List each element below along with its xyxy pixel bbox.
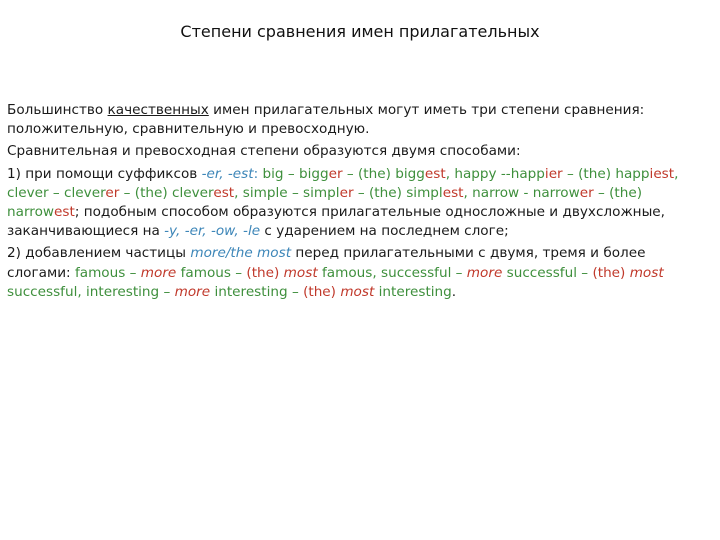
word-the: (the) xyxy=(246,264,280,281)
suffix-est: est xyxy=(213,184,235,201)
suffix-iest: iest xyxy=(649,165,675,182)
final-period: . xyxy=(451,283,457,300)
suffix-list: -er, -est xyxy=(201,165,254,182)
suffix-rule-text: ; подобным способом образуются прилагательные односложные и двухсложные, заканчивающиеся на xyxy=(7,204,665,240)
example-successful: famous, successful – xyxy=(317,264,467,281)
word-more: more xyxy=(174,283,211,300)
example-successful-2: successful – xyxy=(502,264,593,281)
example-simple: , simple – simpl xyxy=(234,184,340,201)
paragraph-methods: Сравнительная и превосходная степени образуются двумя способами: xyxy=(7,143,521,160)
slide-title: Степени сравнения имен прилагательных xyxy=(180,22,540,41)
word-the: (the) xyxy=(592,264,626,281)
intro-text-a: Большинство xyxy=(7,102,108,118)
example-the-simpl: – (the) simpl xyxy=(353,184,443,201)
example-famous-2: famous – xyxy=(176,264,247,281)
stress-rule-text: с ударением на последнем слоге; xyxy=(260,223,509,240)
suffix-est: est xyxy=(424,165,446,182)
particle-more-most: more/the most xyxy=(190,245,292,262)
paragraph-suffix-method xyxy=(7,165,713,242)
slide-body xyxy=(7,101,713,305)
suffix-ier: ier xyxy=(544,165,563,182)
paragraph-intro xyxy=(7,101,713,139)
example-interesting-2: interesting – xyxy=(210,283,304,300)
suffix-er: er xyxy=(579,184,594,201)
example-the-bigg: – (the) bigg xyxy=(342,165,425,182)
example-the-narrow: – (the) narrow xyxy=(7,184,643,221)
endings-list: -y, -er, -ow, -le xyxy=(164,223,261,240)
intro-text-c: имен прилагательных могут иметь три степени сравнения: положительную, сравнительную и превосходную. xyxy=(7,102,645,138)
example-interesting-3: interesting xyxy=(374,283,452,300)
word-most: most xyxy=(340,283,375,300)
intro-underlined-word: качественных xyxy=(107,102,209,118)
suffix-er: er xyxy=(328,165,343,182)
particle-rule-text: перед прилагательными с двумя, тремя и более слогами: xyxy=(7,245,646,281)
suffix-colon: : xyxy=(253,165,263,182)
suffix-text: 1) при помощи суффиксов xyxy=(7,165,202,182)
example-the-clever: – (the) clever xyxy=(119,184,214,201)
suffix-er: er xyxy=(339,184,354,201)
word-the: (the) xyxy=(303,283,336,300)
example-happy: , happy --happ xyxy=(445,165,545,182)
word-most: most xyxy=(283,264,318,281)
suffix-est: est xyxy=(54,204,75,221)
example-interesting: successful, interesting – xyxy=(7,283,175,300)
paragraph-particle-method xyxy=(7,244,713,302)
example-the-happ: – (the) happ xyxy=(562,165,650,182)
word-more: more xyxy=(466,264,503,281)
example-famous: famous – xyxy=(74,264,141,281)
suffix-est: est xyxy=(442,184,464,201)
example-clever: , clever – clever xyxy=(7,165,679,201)
example-big: big – bigg xyxy=(262,165,329,182)
word-most: most xyxy=(629,264,664,281)
word-more: more xyxy=(140,264,177,281)
particle-text: 2) добавлением частицы xyxy=(7,245,191,262)
suffix-er: er xyxy=(105,184,120,201)
example-narrow: , narrow - narrow xyxy=(463,184,580,201)
